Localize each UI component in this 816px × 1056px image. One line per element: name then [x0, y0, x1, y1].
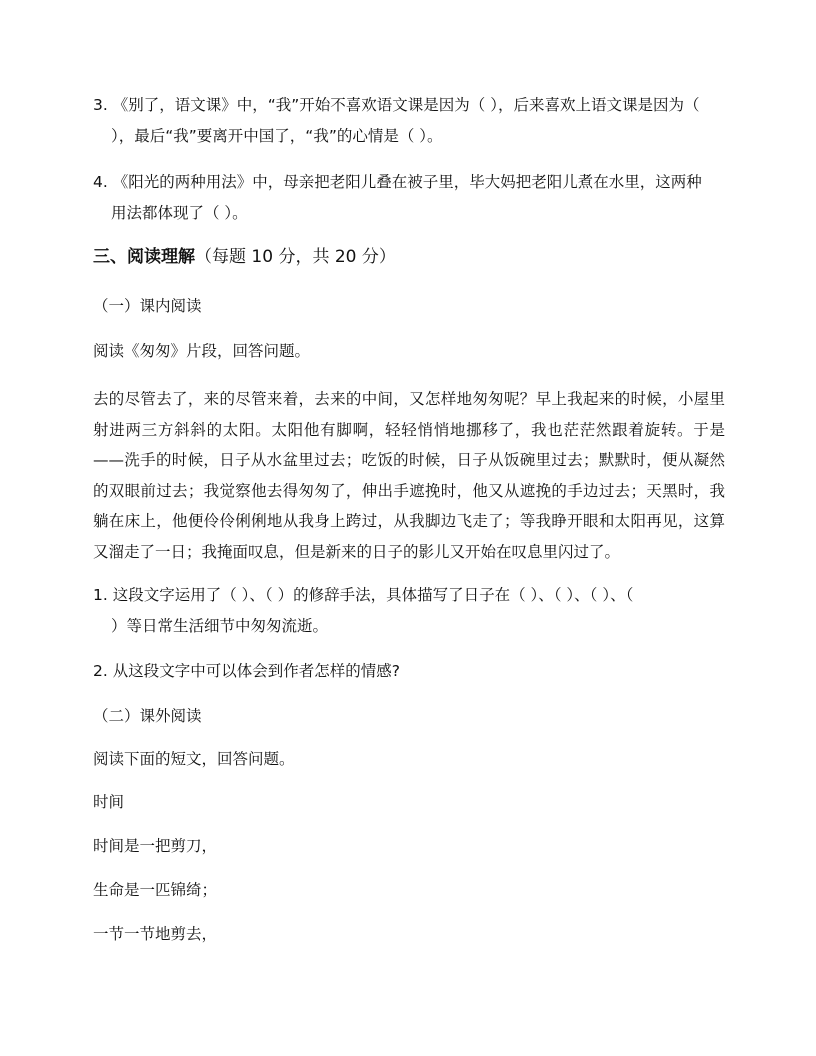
poem-title: 时间	[93, 793, 125, 811]
part-1-question-2: 2. 从这段文字中可以体会到作者怎样的情感?	[93, 662, 400, 680]
poem-line: 一节一节地剪去，	[93, 925, 218, 943]
poem-line: 时间是一把剪刀，	[93, 837, 218, 855]
question-4-line2: 用法都体现了（ ）。	[111, 204, 248, 222]
question-4	[93, 167, 725, 229]
part-2-label: （二）课外阅读	[93, 707, 202, 725]
question-3-line1: 3. 《别了，语文课》中，“我”开始不喜欢语文课是因为（ ），后来喜欢上语文课是因为（	[93, 96, 700, 114]
question-3	[93, 90, 725, 152]
part-1-label: （一）课内阅读	[93, 297, 202, 315]
question-3-line2: ），最后“我”要离开中国了，“我”的心情是（ ）。	[111, 127, 443, 145]
section-3-title: 三、阅读理解	[93, 247, 195, 267]
part-2-instruction: 阅读下面的短文，回答问题。	[93, 750, 295, 768]
part-1-question-1-line1: 1. 这段文字运用了（ ）、（ ）的修辞手法，具体描写了日子在（ ）、（ ）、（ ）、（	[93, 586, 634, 604]
poem-line: 生命是一匹锦绮；	[93, 881, 218, 899]
section-3-subtitle: （每题 10 分，共 20 分）	[195, 247, 396, 267]
section-3-heading	[93, 242, 396, 272]
part-1-question-1	[93, 580, 725, 642]
part-1-instruction: 阅读《匆匆》片段，回答问题。	[93, 342, 311, 360]
part-1-question-1-line2: ）等日常生活细节中匆匆流逝。	[111, 617, 329, 635]
reading-passage: 去的尽管去了，来的尽管来着，去来的中间，又怎样地匆匆呢？早上我起来的时候，小屋里射进两三方斜斜的太阳。太阳他有脚啊，轻轻悄悄地挪移了，我也茫茫然跟着旋转。于是——洗手的时候，日子从水盆里过去；吃饭的时候，日子从饭碗里过去；默默时，便从凝然的双眼前过去；我觉察他去得匆匆了，伸出手遮挽时，他又从遮挽的手边过去；天黑时，我躺在床上，他便伶伶俐俐地从我身上跨过，从我脚边飞走了；等我睁开眼和太阳再见，这算又溜走了一日；我掩面叹息，但是新来的日子的影儿又开始在叹息里闪过了。	[93, 390, 725, 561]
question-4-line1: 4. 《阳光的两种用法》中，母亲把老阳儿叠在被子里，毕大妈把老阳儿煮在水里，这两种	[93, 173, 702, 191]
